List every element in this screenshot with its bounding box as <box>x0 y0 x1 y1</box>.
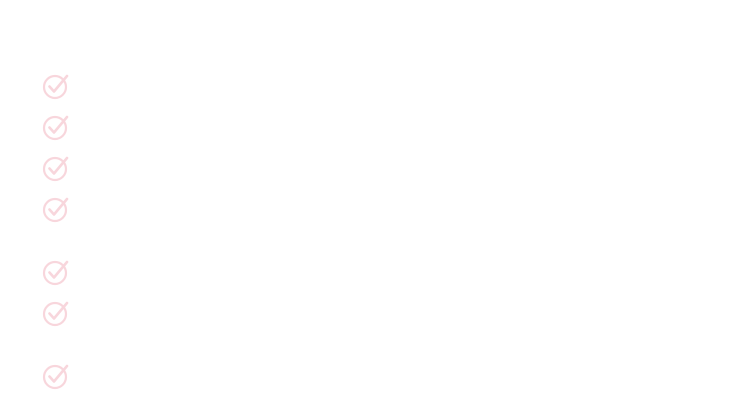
check-circle-icon <box>42 195 70 223</box>
check-circle-icon <box>42 72 70 100</box>
check-circle-icon <box>42 154 70 182</box>
checklist-item <box>42 72 70 100</box>
checklist-item <box>42 113 70 141</box>
checklist-item <box>42 154 70 182</box>
check-circle-icon <box>42 362 70 390</box>
checklist-item <box>42 258 70 286</box>
check-circle-icon <box>42 113 70 141</box>
check-circle-icon <box>42 299 70 327</box>
check-circle-icon <box>42 258 70 286</box>
checklist-item <box>42 362 70 390</box>
checklist-item <box>42 195 70 223</box>
checklist-item <box>42 299 70 327</box>
